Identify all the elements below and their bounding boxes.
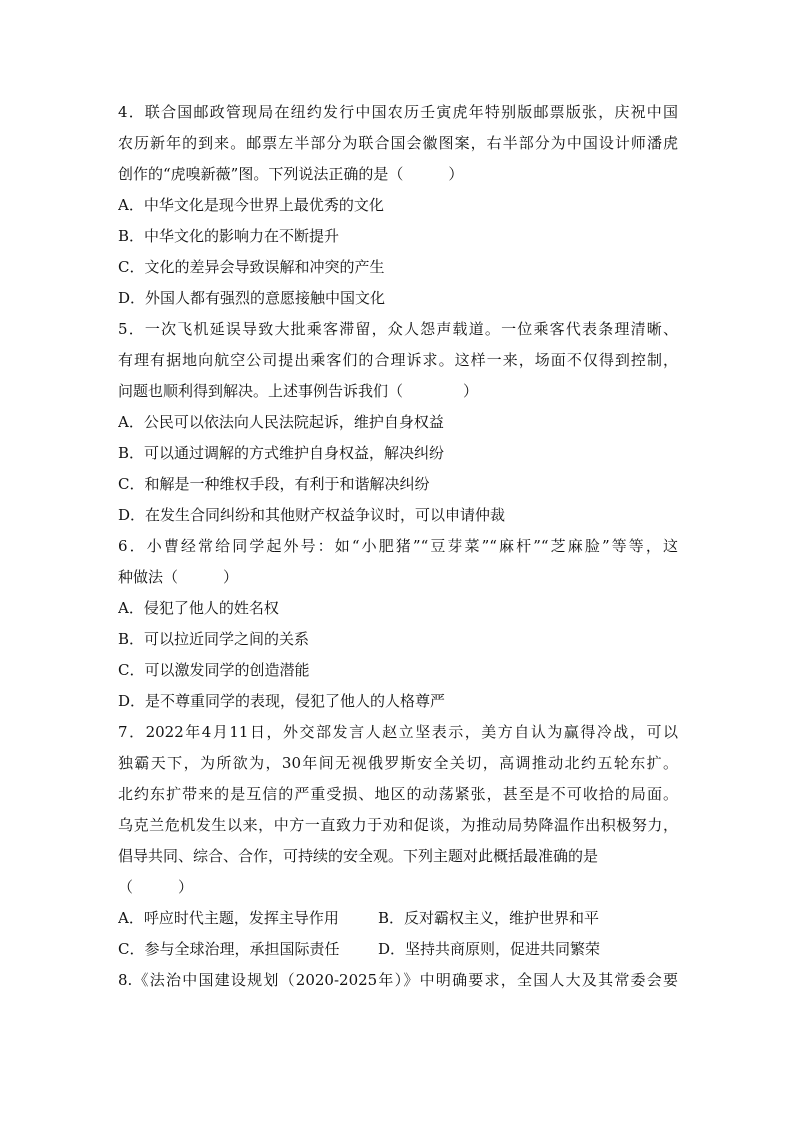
question-4 [118,97,678,314]
option-b: B．可以通过调解的方式维护自身权益，解决纠纷 [118,444,445,462]
option-d: D．在发生合同纠纷和其他财产权益争议时，可以申请仲裁 [118,506,506,524]
question-5 [118,314,678,531]
option-b: B．可以拉近同学之间的关系 [118,630,310,648]
question-stem-line: 8.《法治中国建设规划（2020-2025年）》中明确要求，全国人大及其常委会要 [118,971,678,989]
question-7 [118,717,678,965]
option-row [118,903,678,934]
question-stem-line: 北约东扩带来的是互信的严重受损、地区的动荡紧张，甚至是不可收拾的局面。 [118,785,678,803]
option-b: B．反对霸权主义，维护世界和平 [378,909,600,927]
question-6 [118,531,678,717]
question-stem-line: 5．一次飞机延误导致大批乘客滞留，众人怨声载道。一位乘客代表条理清晰、 [118,320,678,338]
question-stem-line: 独霸天下，为所欲为，30年间无视俄罗斯安全关切，高调推动北约五轮东扩。 [118,754,678,772]
option-c: C．可以激发同学的创造潜能 [118,661,310,679]
question-stem-line: 农历新年的到来。邮票左半部分为联合国会徽图案，右半部分为中国设计师潘虎 [118,134,678,152]
option-c: C．和解是一种维权手段，有利于和谐解决纠纷 [118,475,430,493]
option-row [118,934,678,965]
option-a: A．中华文化是现今世界上最优秀的文化 [118,196,384,214]
question-stem-line: 6．小曹经常给同学起外号：如“小肥猪”“豆芽菜”“麻杆”“芝麻脸”等等，这 [118,537,678,555]
option-c: C．参与全球治理，承担国际责任 [118,940,340,958]
question-stem-line: 创作的“虎嗅新薇”图。下列说法正确的是（ ） [118,165,464,183]
question-stem-line: 种做法（ ） [118,568,239,586]
option-b: B．中华文化的影响力在不断提升 [118,227,340,245]
option-d: D．外国人都有强烈的意愿接触中国文化 [118,289,386,307]
question-stem-line: 问题也顺利得到解决。上述事例告诉我们（ ） [118,382,479,400]
option-a: A．公民可以依法向人民法院起诉，维护自身权益 [118,413,444,431]
exam-page [118,97,678,996]
option-d: D．是不尊重同学的表现，侵犯了他人的人格尊严 [118,692,446,710]
question-stem-line: 7．2022年4月11日，外交部发言人赵立坚表示，美方自认为赢得冷战，可以 [118,723,678,741]
option-d: D．坚持共商原则，促进共同繁荣 [378,940,601,958]
option-a: A．呼应时代主题，发挥主导作用 [118,909,339,927]
question-stem-line: 有理有据地向航空公司提出乘客们的合理诉求。这样一来，场面不仅得到控制， [118,351,678,369]
option-a: A．侵犯了他人的姓名权 [118,599,279,617]
question-stem-line: （ ） [118,878,194,896]
question-stem-line: 4．联合国邮政管现局在纽约发行中国农历壬寅虎年特别版邮票版张，庆祝中国 [118,103,678,121]
question-stem-line: 倡导共同、综合、合作，可持续的安全观。下列主题对此概括最准确的是 [118,847,599,865]
question-8 [118,965,678,996]
option-c: C．文化的差异会导致误解和冲突的产生 [118,258,385,276]
question-stem-line: 乌克兰危机发生以来，中方一直致力于劝和促谈，为推动局势降温作出积极努力， [118,816,678,834]
